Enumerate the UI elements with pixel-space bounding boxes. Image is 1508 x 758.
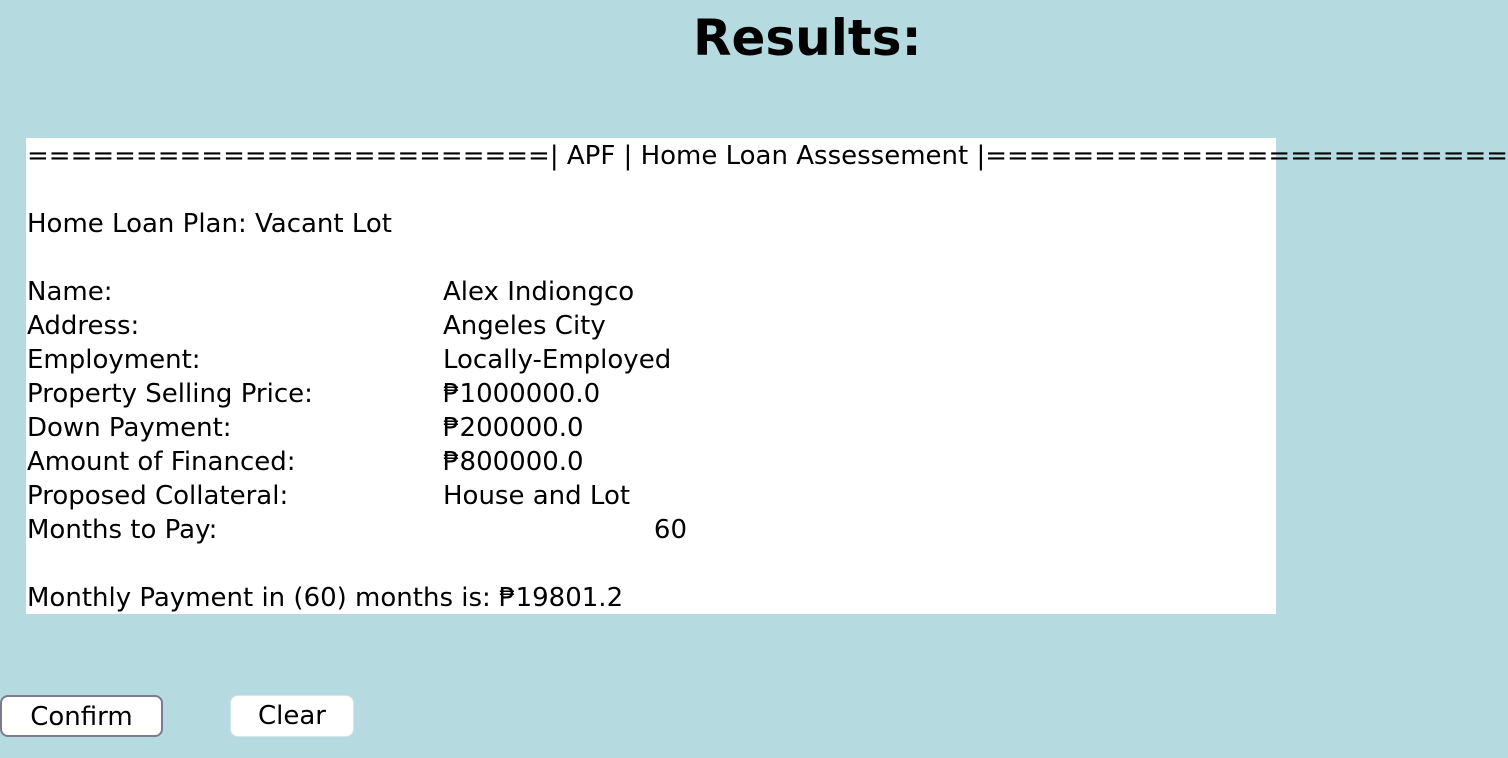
field-row-address [27,309,727,343]
field-row-name [27,275,727,309]
field-row-selling-price [27,377,727,411]
field-row-down-payment [27,411,727,445]
page-title: Results: [693,9,922,67]
field-label: Months to Pay: [27,515,218,545]
field-value: Angeles City [443,311,606,341]
clear-button[interactable]: Clear [230,695,354,737]
assessment-banner: ========================| APF | Home Loan Assessement |======================== [27,141,1508,171]
field-value: ₱1000000.0 [443,379,601,409]
home-loan-plan: Home Loan Plan: Vacant Lot [27,209,392,239]
field-row-months-to-pay [27,513,727,547]
field-value: ₱800000.0 [443,447,584,477]
field-value: House and Lot [443,481,631,511]
confirm-button[interactable]: Confirm [0,695,163,737]
field-row-employment [27,343,727,377]
field-value: 60 [653,515,687,545]
field-value: ₱200000.0 [443,413,584,443]
field-label: Down Payment: [27,413,232,443]
field-row-collateral [27,479,727,513]
field-label: Employment: [27,345,201,375]
field-label: Amount of Financed: [27,447,296,477]
field-value: Locally-Employed [443,345,672,375]
field-label: Proposed Collateral: [27,481,289,511]
field-label: Property Selling Price: [27,379,313,409]
field-value: Alex Indiongco [443,277,635,307]
field-label: Address: [27,311,140,341]
monthly-payment-summary: Monthly Payment in (60) months is: ₱19801.2 [27,583,624,613]
field-row-amount-financed [27,445,727,479]
results-text-area[interactable] [26,138,1508,614]
field-label: Name: [27,277,113,307]
